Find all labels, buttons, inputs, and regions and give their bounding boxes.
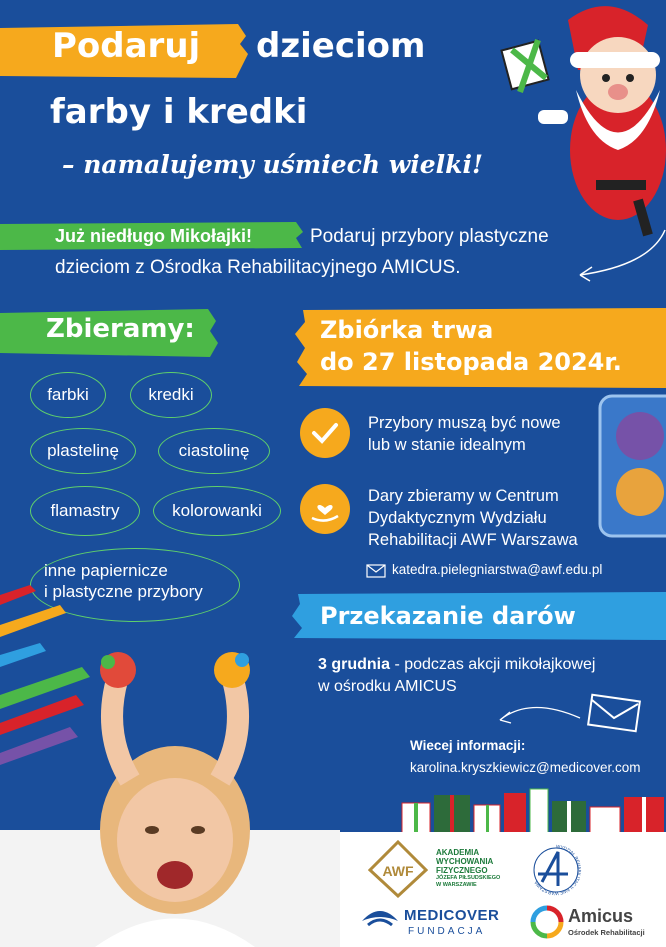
collection-email-link[interactable]: katedra.pielegniarstwa@awf.edu.pl [392,562,603,577]
medicover-logo-mark [360,905,400,929]
delivery-heading: Przekazanie darów [320,602,576,630]
child-photo [0,640,340,947]
envelope-icon [366,564,386,578]
condition-item-2 [368,485,578,551]
headline-line-2: farby i kredki [50,92,308,132]
paint-palette-illustration [596,392,666,542]
medicover-logo-sub: FUNDACJA [408,926,486,937]
condition-2-line-2: Dydaktycznym Wydziału [368,509,547,527]
awf-logo-text [436,848,500,889]
headline-word-1: Podaruj [52,26,201,66]
envelope-arrow-illustration [480,690,650,740]
amicus-logo-name: Amicus [568,906,634,926]
intro-text-2: dzieciom z Ośrodka Rehabilitacyjnego AMICUS. [55,257,461,278]
delivery-text-1: - podczas akcji mikołajkowej [390,656,596,673]
collect-item-plasteline: plastelinę [30,428,136,474]
rehab-logo-ring-text: WYDZIAŁ REHABILITACJI AWF WARSZAWA [533,843,582,897]
awf-line-5: W WARSZAWIE [436,882,477,888]
collect-item-farbki: farbki [30,372,106,418]
deadline-line-2: do 27 listopada 2024r. [320,348,622,376]
headline-slogan: – namalujemy uśmiech wielki! [62,150,483,179]
awf-line-2: WYCHOWANIA [436,857,494,866]
more-info-label: Wiecej informacji: [410,738,526,753]
collect-other-line-2: i plastyczne przybory [44,582,203,601]
amicus-logo-sub: Ośrodek Rehabilitacji [568,928,645,937]
awf-line-1: AKADEMIA [436,848,480,857]
arrow-icon [560,225,666,285]
collect-item-kolorowanki: kolorowanki [153,486,281,536]
condition-1-line-2: lub w stanie idealnym [368,436,526,454]
collect-other-line-1: inne papiernicze [44,561,168,580]
delivery-text-2: w ośrodku AMICUS [318,678,457,695]
heart-hand-icon [300,484,350,534]
medicover-logo-name: MEDICOVER [404,907,500,924]
more-info-email-link[interactable]: karolina.kryszkiewicz@medicover.com [410,760,641,775]
awf-line-3: FIZYCZNEGO [436,866,488,875]
gift-boxes-illustration [398,785,666,835]
collect-item-flamastry: flamastry [30,486,140,536]
collect-heading: Zbieramy: [46,314,195,344]
collect-item-kredki: kredki [130,372,212,418]
condition-2-line-3: Rehabilitacji AWF Warszawa [368,531,578,549]
intro-highlight: Już niedługo Mikołajki! [55,226,253,246]
condition-item-1 [368,412,561,456]
condition-2-line-1: Dary zbieramy w Centrum [368,487,559,505]
delivery-date: 3 grudnia [318,656,391,673]
awf-logo-emblem [368,840,428,898]
collect-item-ciastoline: ciastolinę [158,428,270,474]
amicus-logo-mark [530,905,564,939]
checkmark-icon [300,408,350,458]
headline-word-2: dzieciom [256,26,426,66]
intro-text-1: Podaruj przybory plastyczne [310,226,549,247]
condition-1-line-1: Przybory muszą być nowe [368,414,561,432]
awf-logo-letters: AWF [382,863,414,879]
deadline-line-1: Zbiórka trwa [320,316,494,344]
awf-line-4: JÓZEFA PIŁSUDSKIEGO [436,875,501,881]
rehab-faculty-logo [528,842,584,898]
santa-illustration [498,0,666,240]
